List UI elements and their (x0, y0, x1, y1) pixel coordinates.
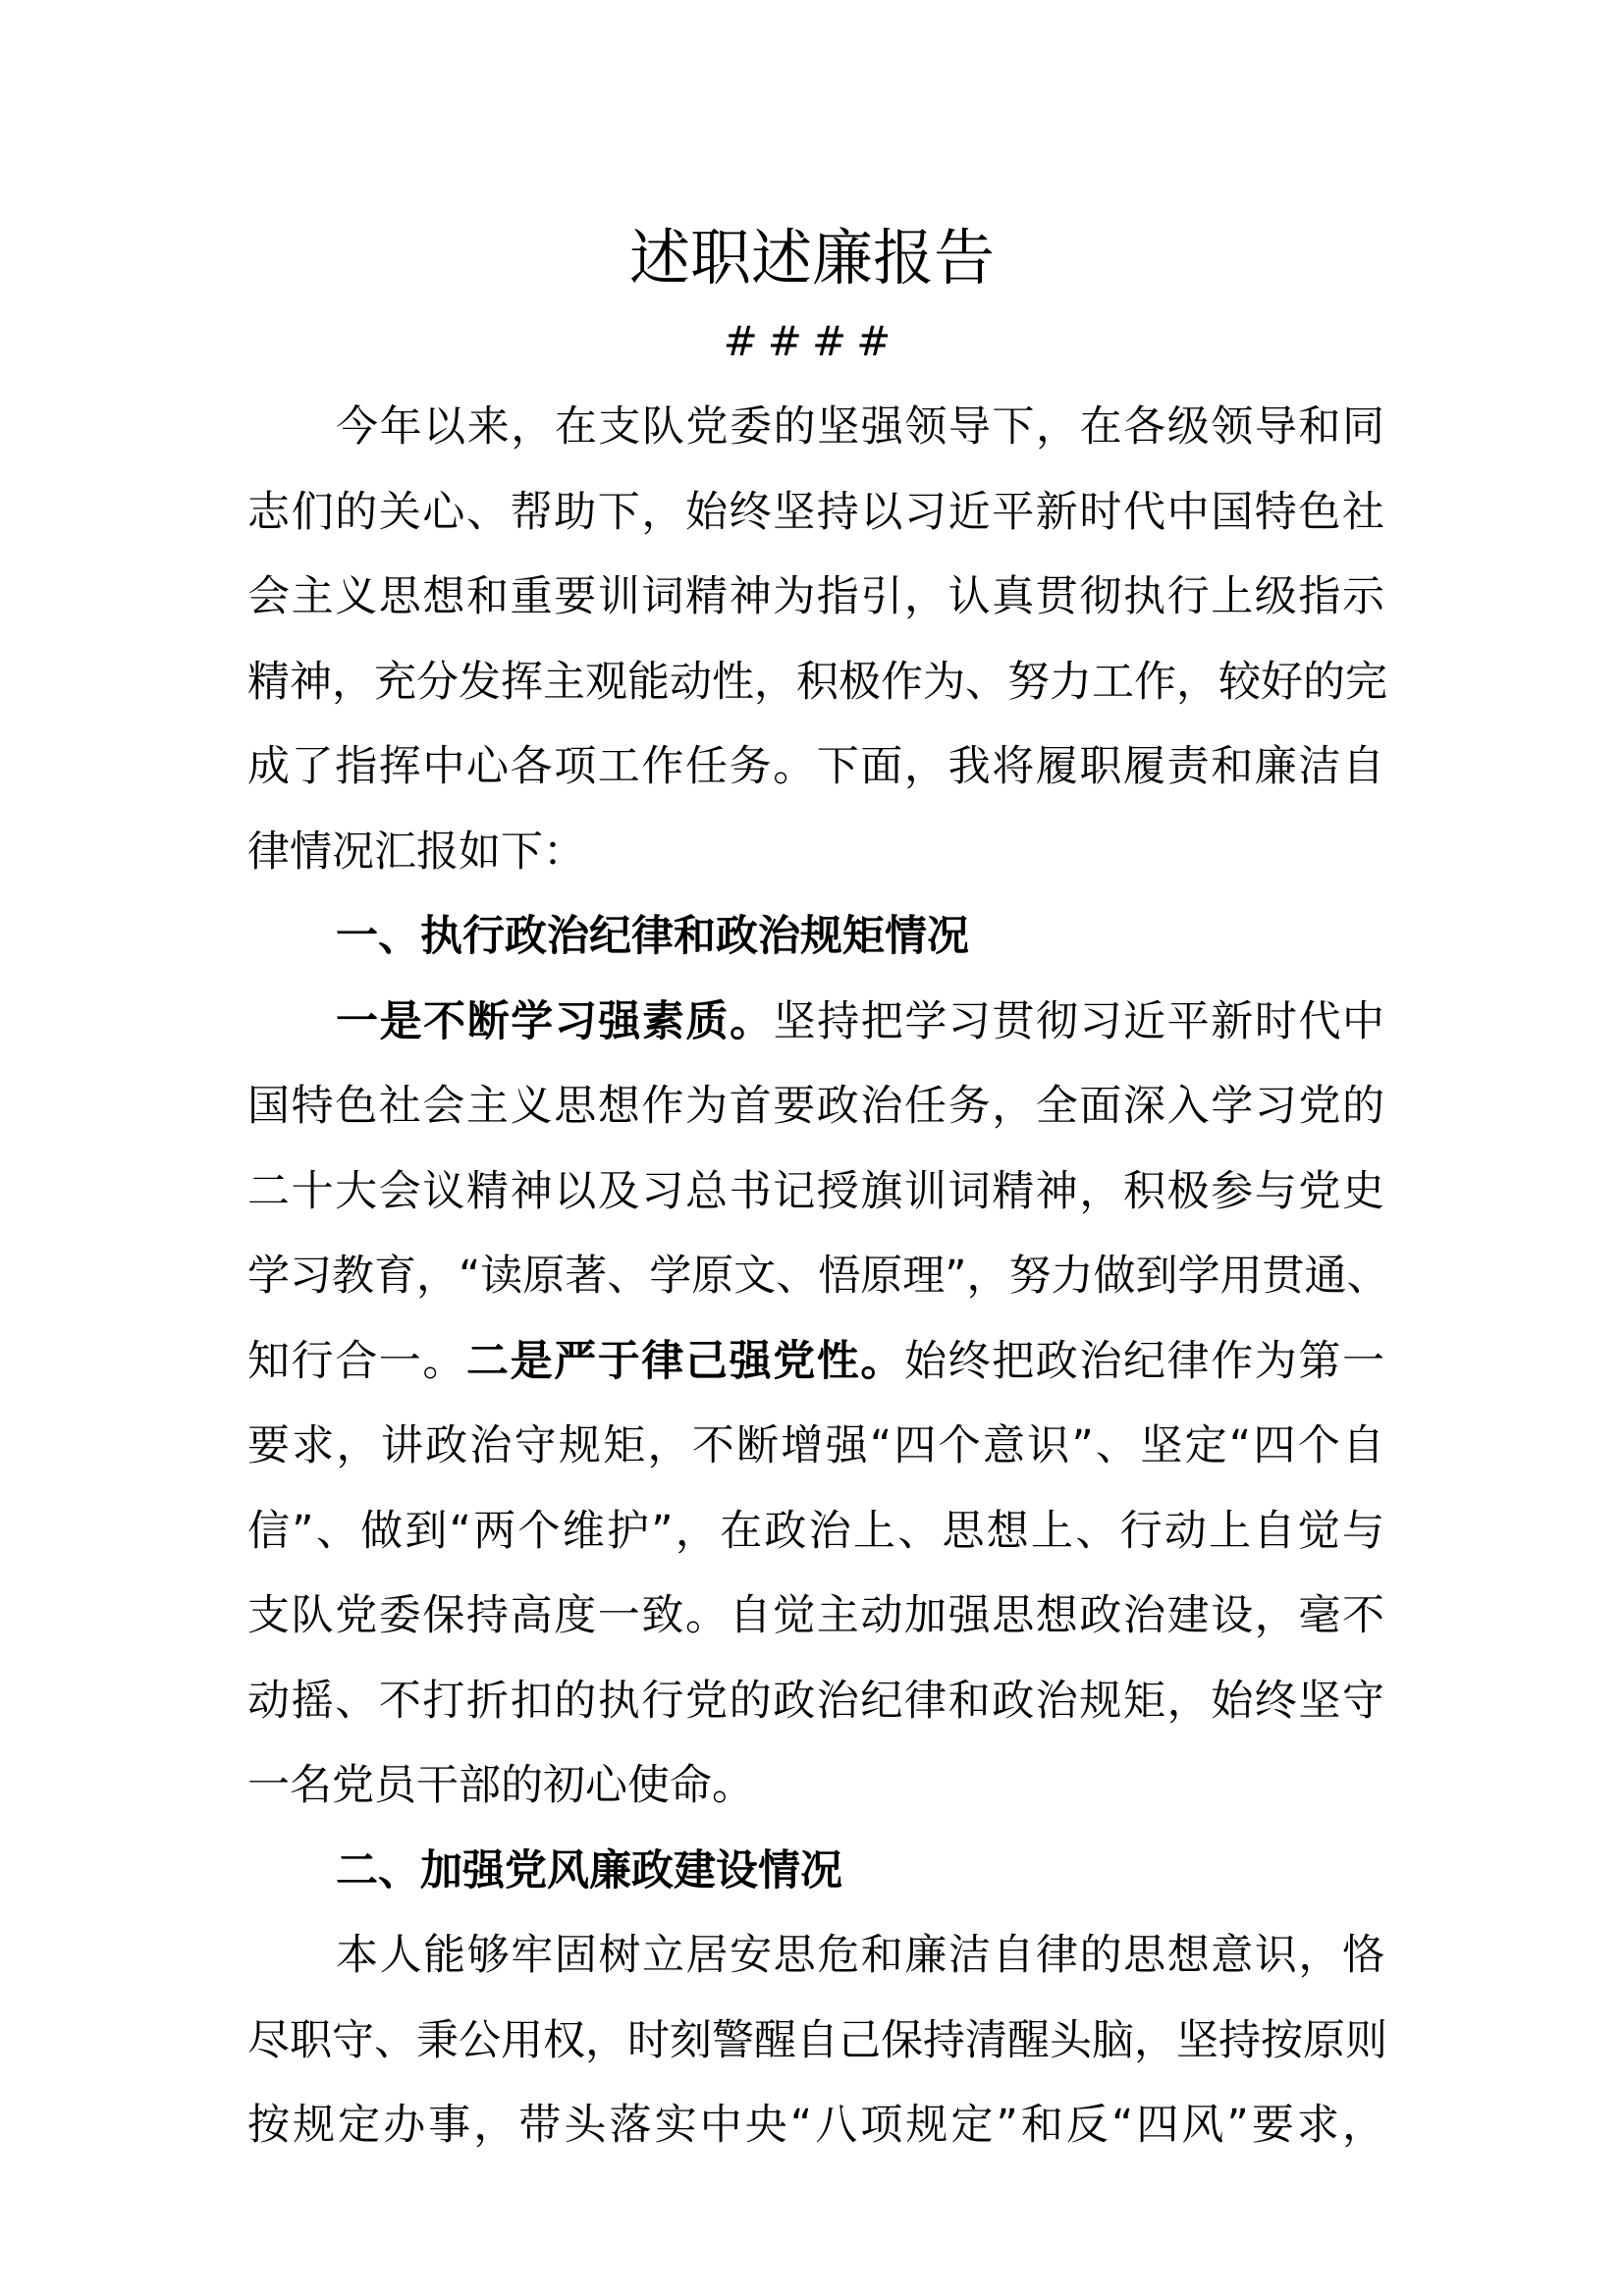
bold-lead: 二是严于律己强党性。 (466, 1336, 904, 1386)
text-span: 始终把政治纪律作为第一 (904, 1336, 1384, 1386)
text-line: 二十大会议精神以及习总书记授旗训词精神，积极参与党史 (247, 1166, 1384, 1216)
document-author: #### (723, 317, 901, 365)
text-span: 坚持把学习贯彻习近平新时代中 (773, 996, 1385, 1046)
text-line: 志们的关心、帮助下，始终坚持以习近平新时代中国特色社 (247, 487, 1384, 537)
paragraph-section-1 (247, 980, 1389, 1829)
bold-lead: 一是不断学习强素质。 (336, 996, 774, 1046)
text-line: 动摇、不打折扣的执行党的政治纪律和政治规矩，始终坚守 (247, 1676, 1384, 1726)
text-line: 精神，充分发挥主观能动性，积极作为、努力工作，较好的完 (247, 657, 1387, 707)
text-line: 成了指挥中心各项工作任务。下面，我将履职履责和廉洁自 (247, 742, 1384, 791)
text-line: 一名党员干部的初心使命。 (247, 1761, 754, 1810)
text-span: 知行合一。 (247, 1336, 466, 1386)
text-line: 学习教育，“读原著、学原文、悟原理”，努力做到学用贯通、 (247, 1252, 1389, 1301)
text-line: 本人能够牢固树立居安思危和廉洁自律的思想意识，恪 (336, 1931, 1384, 1980)
text-line: 国特色社会主义思想作为首要政治任务，全面深入学习党的 (247, 1082, 1384, 1131)
text-line: 尽职守、秉公用权，时刻警醒自己保持清醒头脑，坚持按原则 (247, 2015, 1387, 2065)
text-line: 会主义思想和重要训词精神为指引，认真贯彻执行上级指示 (247, 572, 1384, 621)
text-line: 信”、做到“两个维护”，在政治上、思想上、行动上自觉与 (247, 1506, 1384, 1556)
text-line: 今年以来，在支队党委的坚强领导下，在各级领导和同 (336, 402, 1384, 452)
text-line (247, 980, 1384, 1065)
text-line: 按规定办事，带头落实中央“八项规定”和反“四风”要求， (247, 2101, 1384, 2150)
text-line (247, 1319, 1384, 1405)
paragraph-intro (247, 385, 1387, 894)
section-heading-1: 一、执行政治纪律和政治规矩情况 (336, 912, 969, 961)
section-heading-2: 二、加强党风廉政建设情况 (336, 1845, 842, 1896)
text-line: 要求，讲政治守规矩，不断增强“四个意识”、坚定“四个自 (247, 1421, 1384, 1470)
document-title: 述职述廉报告 (628, 222, 995, 294)
text-line: 律情况汇报如下： (247, 827, 585, 877)
text-line: 支队党委保持高度一致。自觉主动加强思想政治建设，毫不 (247, 1591, 1384, 1640)
paragraph-section-2 (247, 1913, 1387, 2168)
document-body (247, 385, 1389, 2168)
